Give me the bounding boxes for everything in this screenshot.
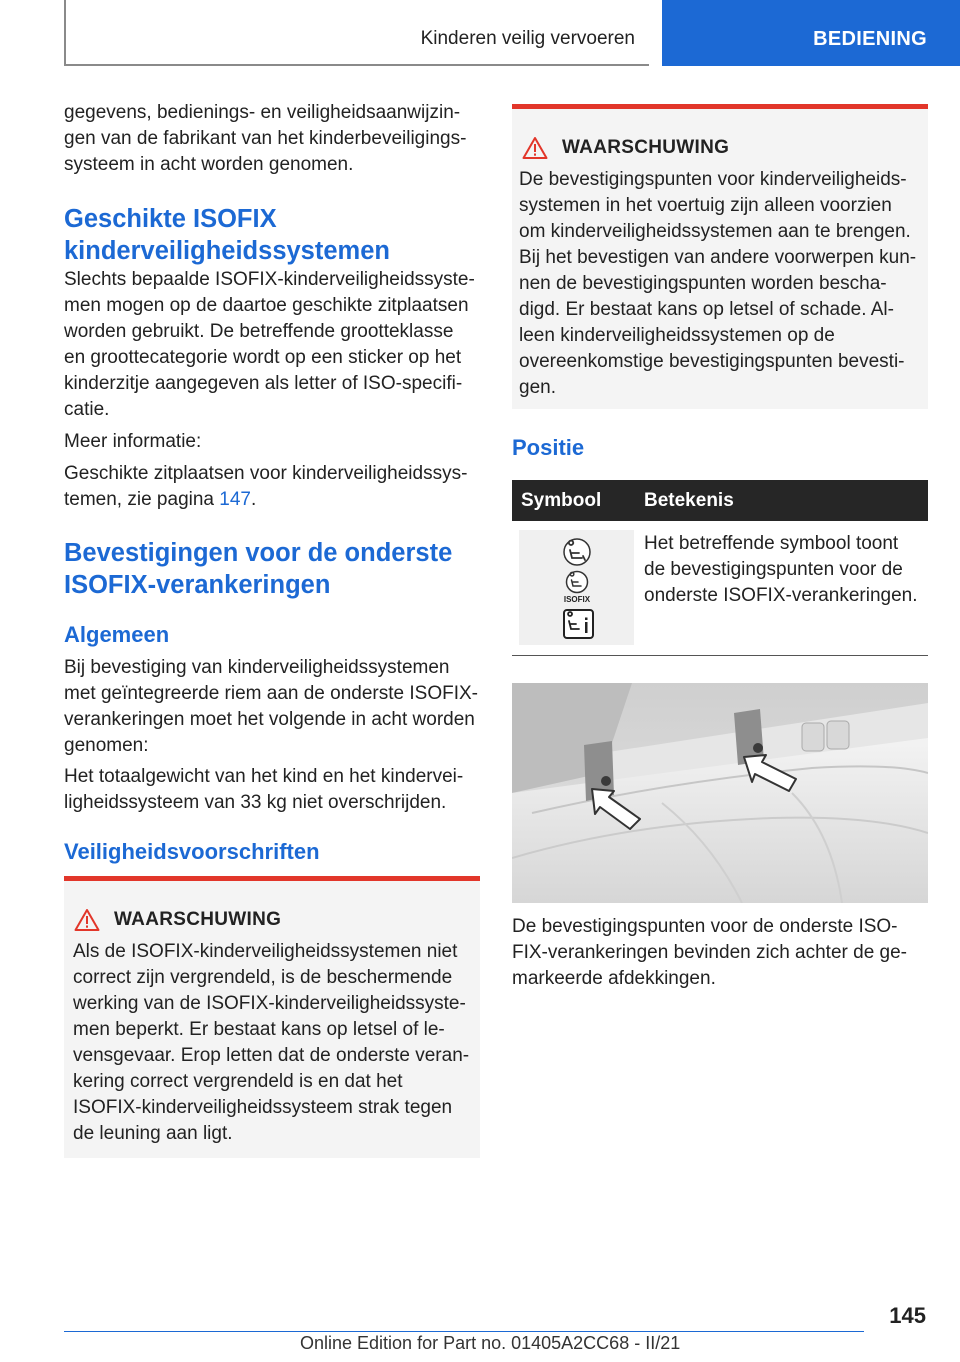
heading-bevestigingen: Bevestigingen voor de onderste ISOFIX-verankeringen — [64, 539, 453, 599]
photo-caption: De bevestigingspunten voor de onderste ISO- FIX-verankeringen bevinden zich achter de ge- markeerde afdekkingen. — [512, 916, 908, 989]
warning-header — [74, 908, 281, 932]
isofix-symbol-cell — [519, 530, 634, 645]
rear-seat-illustration — [512, 683, 928, 903]
symbol-table — [512, 480, 928, 652]
page-number: 145 — [889, 1303, 926, 1328]
warning-box-right — [512, 104, 928, 409]
column-header-symbol: Symbool — [521, 490, 602, 511]
warning-triangle-icon — [74, 908, 100, 932]
svg-text:ISOFIX: ISOFIX — [563, 595, 591, 604]
header-left-rule — [64, 0, 66, 66]
header-bottom-rule — [64, 64, 649, 66]
warning-text: Als de ISOFIX-kinderveiligheidssystemen niet correct zijn vergrendeld, is de beschermende werking van de ISOFIX-kinderveiligheidssyste- men beperkt. Er bestaat kans op letsel of le- vensgevaar. Erop letten dat de onderste veran- kering correct vergrendeld is en dat het ISOFIX-kinderveiligheidssysteem strak tegen de leuning aan ligt. — [73, 941, 470, 1144]
warning-title: WAARSCHUWING — [562, 137, 730, 158]
table-header — [512, 480, 928, 521]
heading-veiligheidsvoorschriften: Veiligheidsvoorschriften — [64, 839, 320, 864]
isofix-paragraph: Slechts bepaalde ISOFIX-kinderveiligheidssyste- men mogen op de daartoe geschikte zitplaatsen worden gebruikt. De betreffende grootteklasse en groottecategorie wordt op een sticker op het kinderzitje aangegeven als letter of ISO-specifi- catie. — [64, 269, 475, 420]
table-row — [512, 521, 928, 652]
warning-box-left — [64, 876, 480, 1158]
warning-triangle-icon — [522, 136, 548, 160]
footer-edition: Online Edition for Part no. 01405A2CC68 - II/21 — [300, 1333, 681, 1353]
page-link[interactable]: 147 — [219, 489, 251, 510]
algemeen-paragraph: Bij bevestiging van kinderveiligheidssystemen met geïntegreerde riem aan de onderste ISOFIX- verankeringen moet het volgende in acht worden genomen: — [64, 657, 478, 756]
chapter-tab-label: BEDIENING — [813, 28, 927, 50]
column-header-meaning: Betekenis — [644, 490, 734, 511]
reference-paragraph: Geschikte zitplaatsen voor kinderveiligheidssys- temen, zie pagina 147. — [64, 463, 468, 510]
warning-text: De bevestigingspunten voor kinderveiligheids- systemen in het voertuig zijn alleen voorzien om kinderveiligheidssystemen aan te brengen. Bij het bevestigen van andere voorwerpen kun- nen de bevestigingspunten worden bescha- digd. Er bestaat kans op letsel of schade. Al- leen kinderveiligheidssystemen op de overeenkomstige bevestigingspunten bevesti- gen. — [519, 169, 917, 398]
meaning-cell: Het betreffende symbool toont de bevestigingspunten voor de onderste ISOFIX-verankeringen. — [644, 533, 918, 606]
table-bottom-rule — [512, 655, 928, 656]
heading-isofix-systems: Geschikte ISOFIX kinderveiligheidssystemen — [64, 205, 390, 265]
more-info-label: Meer informatie: — [64, 431, 202, 452]
heading-algemeen: Algemeen — [64, 622, 170, 647]
footer-rule — [64, 1331, 864, 1332]
weight-paragraph: Het totaalgewicht van het kind en het kindervei- ligheidssysteem van 33 kg niet overschrijden. — [64, 766, 464, 813]
intro-paragraph: gegevens, bedienings- en veiligheidsaanwijzin- gen van de fabrikant van het kinderbeveiligings- systeem in acht worden genomen. — [64, 102, 467, 175]
warning-title: WAARSCHUWING — [114, 909, 282, 930]
heading-positie: Positie — [512, 435, 585, 460]
chapter-tab[interactable] — [662, 0, 960, 66]
warning-header — [522, 136, 729, 160]
isofix-symbols-icon — [519, 530, 634, 645]
rear-seat-photo — [512, 683, 928, 903]
section-title: Kinderen veilig vervoeren — [420, 28, 635, 49]
